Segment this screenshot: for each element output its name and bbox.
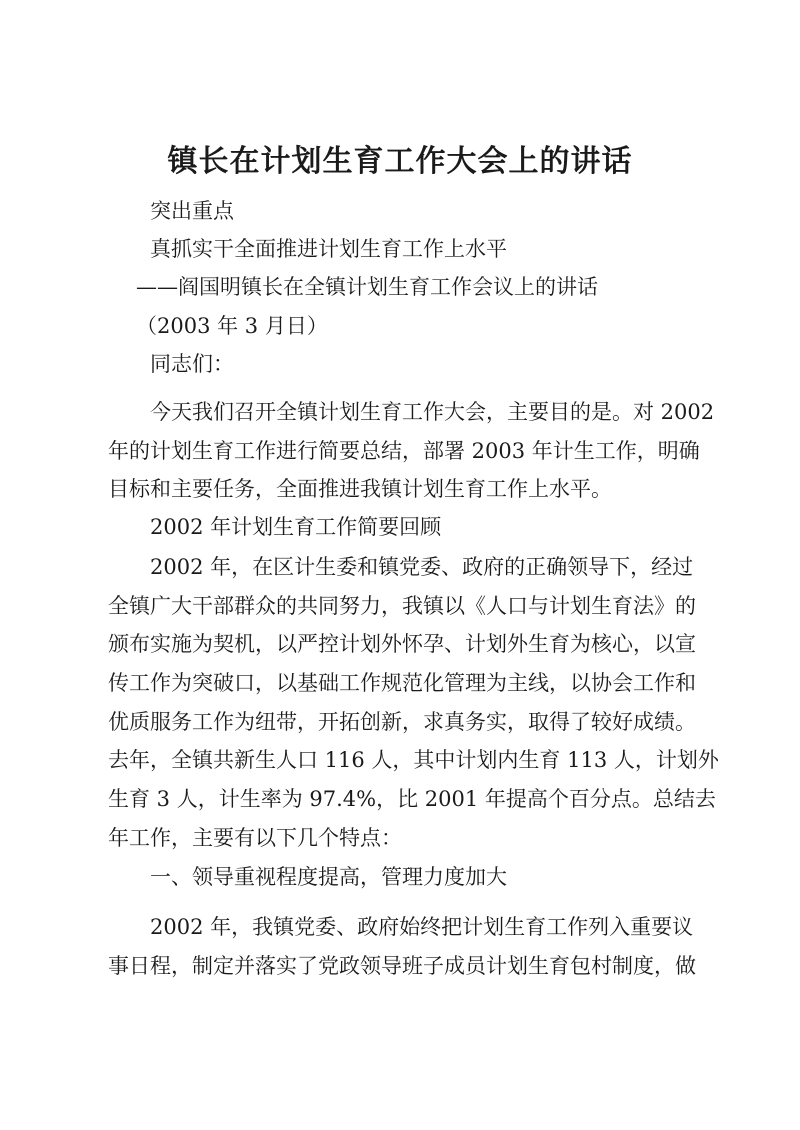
paragraph-line: 年的计划生育工作进行简要总结，部署 2003 年计生工作，明确 xyxy=(108,439,700,463)
section-heading: 2002 年计划生育工作简要回顾 xyxy=(150,515,442,539)
heading-line: 突出重点 xyxy=(150,199,234,223)
subtitle-line: ——阎国明镇长在全镇计划生育工作会议上的讲话 xyxy=(136,275,598,299)
paragraph-line: 颁布实施为契机，以严控计划外怀孕、计划外生育为核心，以宣 xyxy=(108,632,696,656)
date-line: （2003 年 3 月日） xyxy=(136,314,328,338)
heading-line: 真抓实干全面推进计划生育工作上水平 xyxy=(150,237,507,261)
paragraph-line: 今天我们召开全镇计划生育工作大会，主要目的是。对 2002 xyxy=(150,400,715,424)
document-title: 镇长在计划生育工作大会上的讲话 xyxy=(167,144,633,179)
section-heading: 一、领导重视程度提高，管理力度加大 xyxy=(150,865,507,889)
paragraph-line: 2002 年，我镇党委、政府始终把计划生育工作列入重要议 xyxy=(150,915,694,939)
salutation-line: 同志们： xyxy=(150,352,234,376)
paragraph-line: 全镇广大干部群众的共同努力，我镇以《人口与计划生育法》的 xyxy=(108,594,696,618)
paragraph-line: 年工作，主要有以下几个特点： xyxy=(108,826,402,850)
paragraph-line: 事日程，制定并落实了党政领导班子成员计划生育包村制度，做 xyxy=(108,954,696,978)
paragraph-line: 2002 年，在区计生委和镇党委、政府的正确领导下，经过 xyxy=(150,555,694,579)
paragraph-line: 生育 3 人，计生率为 97.4%，比 2001 年提高个百分点。总结去 xyxy=(108,787,716,811)
paragraph-line: 去年，全镇共新生人口 116 人，其中计划内生育 113 人，计划外 xyxy=(108,748,719,772)
paragraph-line: 目标和主要任务，全面推进我镇计划生育工作上水平。 xyxy=(108,477,612,501)
paragraph-line: 传工作为突破口，以基础工作规范化管理为主线，以协会工作和 xyxy=(108,671,696,695)
paragraph-line: 优质服务工作为纽带，开拓创新，求真务实，取得了较好成绩。 xyxy=(108,710,696,734)
